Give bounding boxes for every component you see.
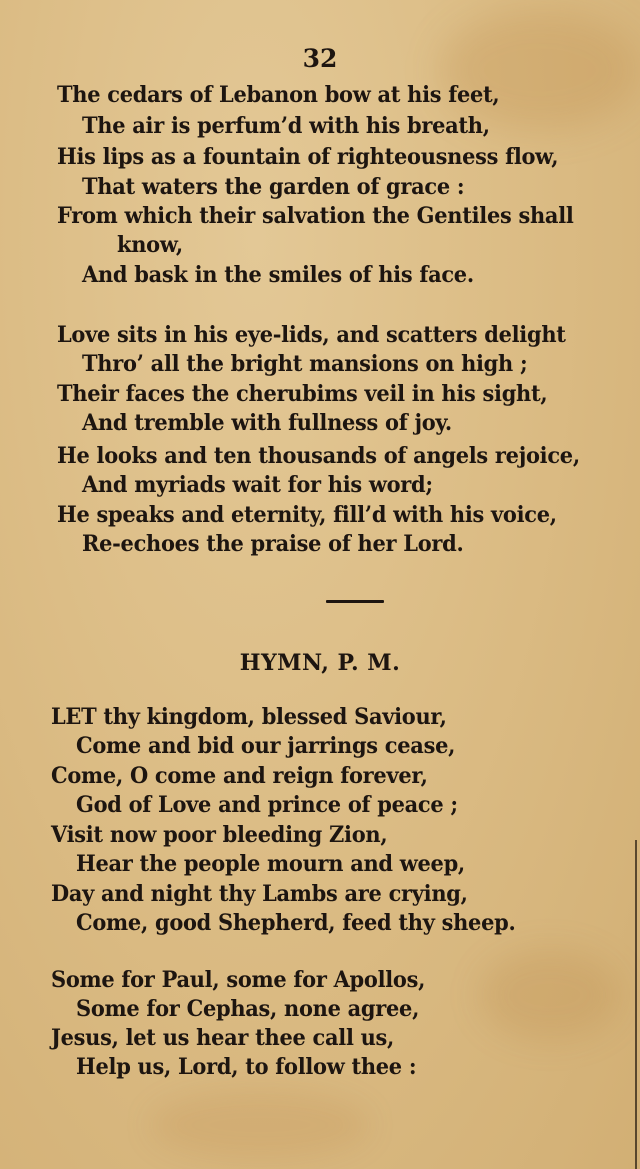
verse-line: Their faces the cherubims veil in his sight, <box>57 381 548 407</box>
verse-line: And tremble with fullness of joy. <box>82 410 452 436</box>
verse-line: From which their salvation the Gentiles shall <box>57 203 574 229</box>
verse-line: And myriads wait for his word; <box>82 472 433 498</box>
verse-line: Visit now poor bleeding Zion, <box>51 822 388 848</box>
verse-line: Come and bid our jarrings cease, <box>76 733 456 759</box>
verse-line: He looks and ten thousands of angels rejoice, <box>57 443 580 469</box>
verse-line: Thro’ all the bright mansions on high ; <box>82 351 528 377</box>
verse-line: Come, good Shepherd, feed thy sheep. <box>76 910 516 936</box>
page-number: 32 <box>302 44 338 73</box>
verse-line: Re-echoes the praise of her Lord. <box>82 531 464 557</box>
verse-line: The cedars of Lebanon bow at his feet, <box>57 82 500 108</box>
verse-line: Day and night thy Lambs are crying, <box>51 881 468 907</box>
verse-line: Help us, Lord, to follow thee : <box>76 1054 417 1080</box>
verse-line: Some for Cephas, none agree, <box>76 996 420 1022</box>
verse-line: The air is perfum’d with his breath, <box>82 113 490 139</box>
hymn-title: HYMN, P. M. <box>239 650 401 676</box>
section-divider <box>326 600 384 603</box>
paper-stain <box>480 950 620 1040</box>
verse-line: God of Love and prince of peace ; <box>76 792 458 818</box>
verse-line: LET thy kingdom, blessed Saviour, <box>51 704 447 730</box>
verse-line: Love sits in his eye-lids, and scatters delight <box>57 322 566 348</box>
verse-line: Jesus, let us hear thee call us, <box>51 1025 395 1051</box>
verse-line: Hear the people mourn and weep, <box>76 851 465 877</box>
verse-line: He speaks and eternity, fill’d with his voice, <box>57 502 557 528</box>
paper-stain <box>150 1090 370 1160</box>
verse-line: And bask in the smiles of his face. <box>82 262 474 288</box>
verse-line: His lips as a fountain of righteousness flow, <box>57 144 559 170</box>
verse-line: That waters the garden of grace : <box>82 174 465 200</box>
verse-line: Some for Paul, some for Apollos, <box>51 967 426 993</box>
verse-line: know, <box>117 232 183 258</box>
page-edge <box>635 840 637 1169</box>
verse-line: Come, O come and reign forever, <box>51 763 428 789</box>
